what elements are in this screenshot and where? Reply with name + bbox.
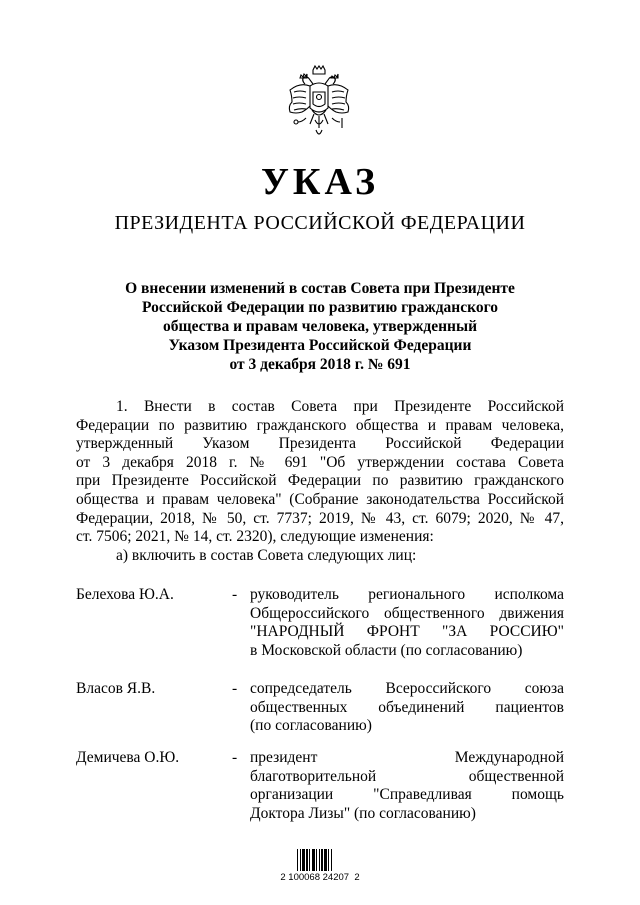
barcode-bar: [316, 849, 317, 871]
description-line: сопредседатель Всероссийского союза: [250, 680, 564, 697]
member-description: [250, 586, 564, 660]
barcode-bar: [331, 849, 332, 871]
body-line: а) включить в состав Совета следующих лиц:: [116, 546, 417, 564]
decree-body: [76, 398, 564, 565]
barcode-bar: [312, 849, 315, 871]
description-line: Общероссийского общественного движения: [250, 604, 564, 622]
body-line: общества и правам человека" (Собрание законодательства Российской: [76, 490, 564, 508]
member-description: [250, 680, 564, 736]
description-line: (по согласованию): [250, 717, 372, 735]
description-line: "НАРОДНЫЙ ФРОНТ "ЗА РОССИЮ": [250, 623, 564, 641]
heading-line: общества и правам человека, утвержденный: [162, 318, 478, 335]
barcode-bar: [324, 849, 327, 871]
body-line: ст. 7506; 2021, № 14, ст. 2320), следующие изменения:: [76, 528, 434, 546]
description-line: общественных объединений пациентов: [250, 698, 564, 716]
barcode-bar: [297, 849, 298, 871]
member-dash: -: [232, 749, 238, 766]
member-description: [250, 749, 564, 823]
barcode-number: 2 100068 24207 2: [280, 872, 360, 883]
barcode-bar: [319, 849, 320, 871]
description-line: организации "Справедливая помощь: [250, 786, 564, 804]
heading-line: Российской Федерации по развитию гражданского: [141, 299, 498, 316]
body-line: Федерации по развитию гражданского общества и правам человека,: [76, 416, 564, 434]
member-name: Демичева О.Ю.: [76, 749, 180, 766]
barcode-bar: [328, 849, 329, 871]
member-dash: -: [232, 586, 238, 603]
member-name: Власов Я.В.: [76, 680, 156, 697]
state-emblem-icon: [286, 62, 352, 146]
body-line: утвержденный Указом Президента Российской Федерации: [76, 435, 564, 453]
description-line: руководитель регионального исполкома: [250, 586, 564, 603]
body-line: от 3 декабря 2018 г. № 691 "Об утверждении состава Совета: [76, 453, 564, 471]
heading-line: О внесении изменений в состав Совета при Президенте: [125, 280, 515, 297]
barcode-bar: [306, 849, 308, 871]
barcode-bar: [309, 849, 310, 871]
document-title: УКАЗ: [261, 161, 379, 203]
heading-line: Указом Президента Российской Федерации: [168, 337, 472, 354]
barcode-bar: [300, 849, 301, 871]
body-line: при Президенте Российской Федерации по развитию гражданского: [76, 472, 564, 490]
barcode-bar: [321, 849, 323, 871]
heading-line: от 3 декабря 2018 г. № 691: [229, 356, 411, 373]
description-line: президент Международной: [250, 749, 564, 766]
document-subtitle: ПРЕЗИДЕНТА РОССИЙСКОЙ ФЕДЕРАЦИИ: [114, 212, 526, 234]
description-line: Доктора Лизы" (по согласованию): [250, 804, 476, 822]
member-dash: -: [232, 680, 238, 697]
decree-heading: [100, 279, 540, 374]
body-line: Федерации, 2018, № 50, ст. 7737; 2019, № 43, ст. 6079; 2020, № 47,: [76, 509, 564, 527]
body-line: 1. Внести в состав Совета при Президенте Российской: [116, 398, 564, 415]
description-line: благотворительной общественной: [250, 767, 564, 785]
barcode-bar: [302, 849, 305, 871]
member-name: Белехова Ю.А.: [76, 586, 174, 603]
description-line: в Московской области (по согласованию): [250, 641, 523, 659]
